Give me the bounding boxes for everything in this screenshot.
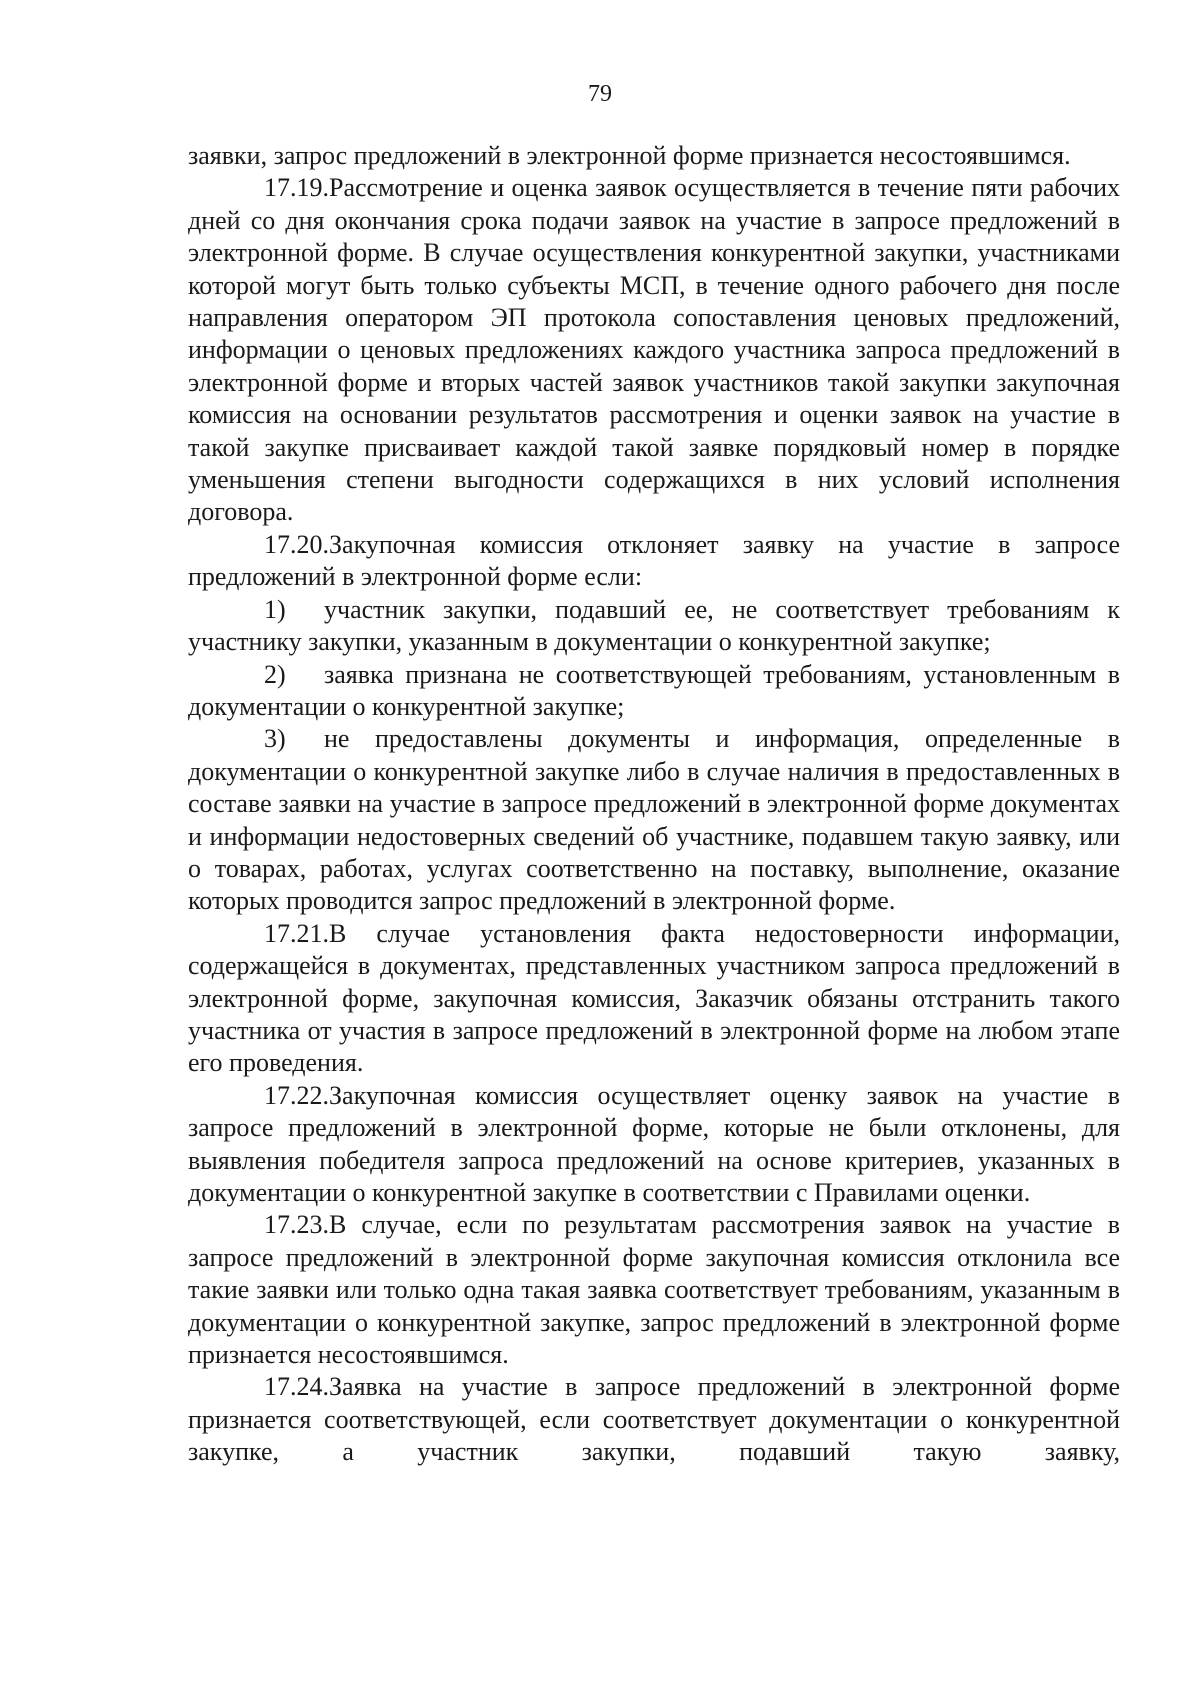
list-item <box>188 723 1120 917</box>
list-item-text: не предоставлены документы и информация, определенные в документации о конкурентной закупке либо в случае наличия в предоставленных в составе заявки на участие в запросе предложений в электронной форме документах и информации недостоверных сведений об участнике, подавшем такую заявку, или о товарах, работах, услугах соответственно на поставку, выполнение, оказание которых проводится запрос предложений в электронной форме. <box>188 724 1120 916</box>
paragraph-17-19: 17.19.Рассмотрение и оценка заявок осуществляется в течение пяти рабочих дней со дня окончания срока подачи заявок на участие в запросе предложений в электронной форме. В случае осуществления конкурентной закупки, участниками которой могут быть только субъекты МСП, в течение одного рабочего дня после направления оператором ЭП протокола сопоставления ценовых предложений, информации о ценовых предложениях каждого участника запроса предложений в электронной форме и вторых частей заявок участников такой закупки закупочная комиссия на основании результатов рассмотрения и оценки заявок на участие в такой закупке присваивает каждой такой заявке порядковый номер в порядке уменьшения степени выгодности содержащихся в них условий исполнения договора. <box>188 173 1120 527</box>
list-item-number: 1) <box>264 594 286 624</box>
paragraph-17-22: 17.22.Закупочная комиссия осуществляет оценку заявок на участие в запросе предложений в электронной форме, которые не были отклонены, для выявления победителя запроса предложений на основе критериев, указанных в документации о конкурентной закупке в соответствии с Правилами оценки. <box>188 1080 1120 1207</box>
paragraph-continuation: заявки, запрос предложений в электронной форме признается несостоявшимся. <box>188 141 1071 170</box>
list-item-text: участник закупки, подавший ее, не соответствует требованиям к участнику закупки, указанным в документации о конкурентной закупке; <box>188 594 1120 657</box>
paragraph-17-21: 17.21.В случае установления факта недостоверности информации, содержащейся в документах, представленных участником запроса предложений в электронной форме, закупочная комиссия, Заказчик обязаны отстранить такого участника от участия в запросе предложений в электронной форме на любом этапе его проведения. <box>188 918 1120 1078</box>
page-number: 79 <box>588 81 612 107</box>
list-item <box>188 594 1120 659</box>
document-body <box>188 140 1120 1469</box>
list-item-number: 2) <box>264 659 286 689</box>
list-item-number: 3) <box>264 724 286 754</box>
paragraph-17-20: 17.20.Закупочная комиссия отклоняет заявку на участие в запросе предложений в электронной форме если: <box>188 529 1120 592</box>
paragraph-17-24: 17.24.Заявка на участие в запросе предложений в электронной форме признается соответствующей, если соответствует документации о конкурентной закупке, а участник закупки, подавший такую заявку, <box>188 1372 1120 1467</box>
list-item-text: заявка признана не соответствующей требованиям, установленным в документации о конкурентной закупке; <box>188 659 1120 721</box>
paragraph-17-23: 17.23.В случае, если по результатам рассмотрения заявок на участие в запросе предложений в электронной форме закупочная комиссия отклонила все такие заявки или только одна такая заявка соответствует требованиям, указанным в документации о конкурентной закупке, запрос предложений в электронной форме признается несостоявшимся. <box>188 1210 1120 1370</box>
list-item <box>188 659 1120 724</box>
